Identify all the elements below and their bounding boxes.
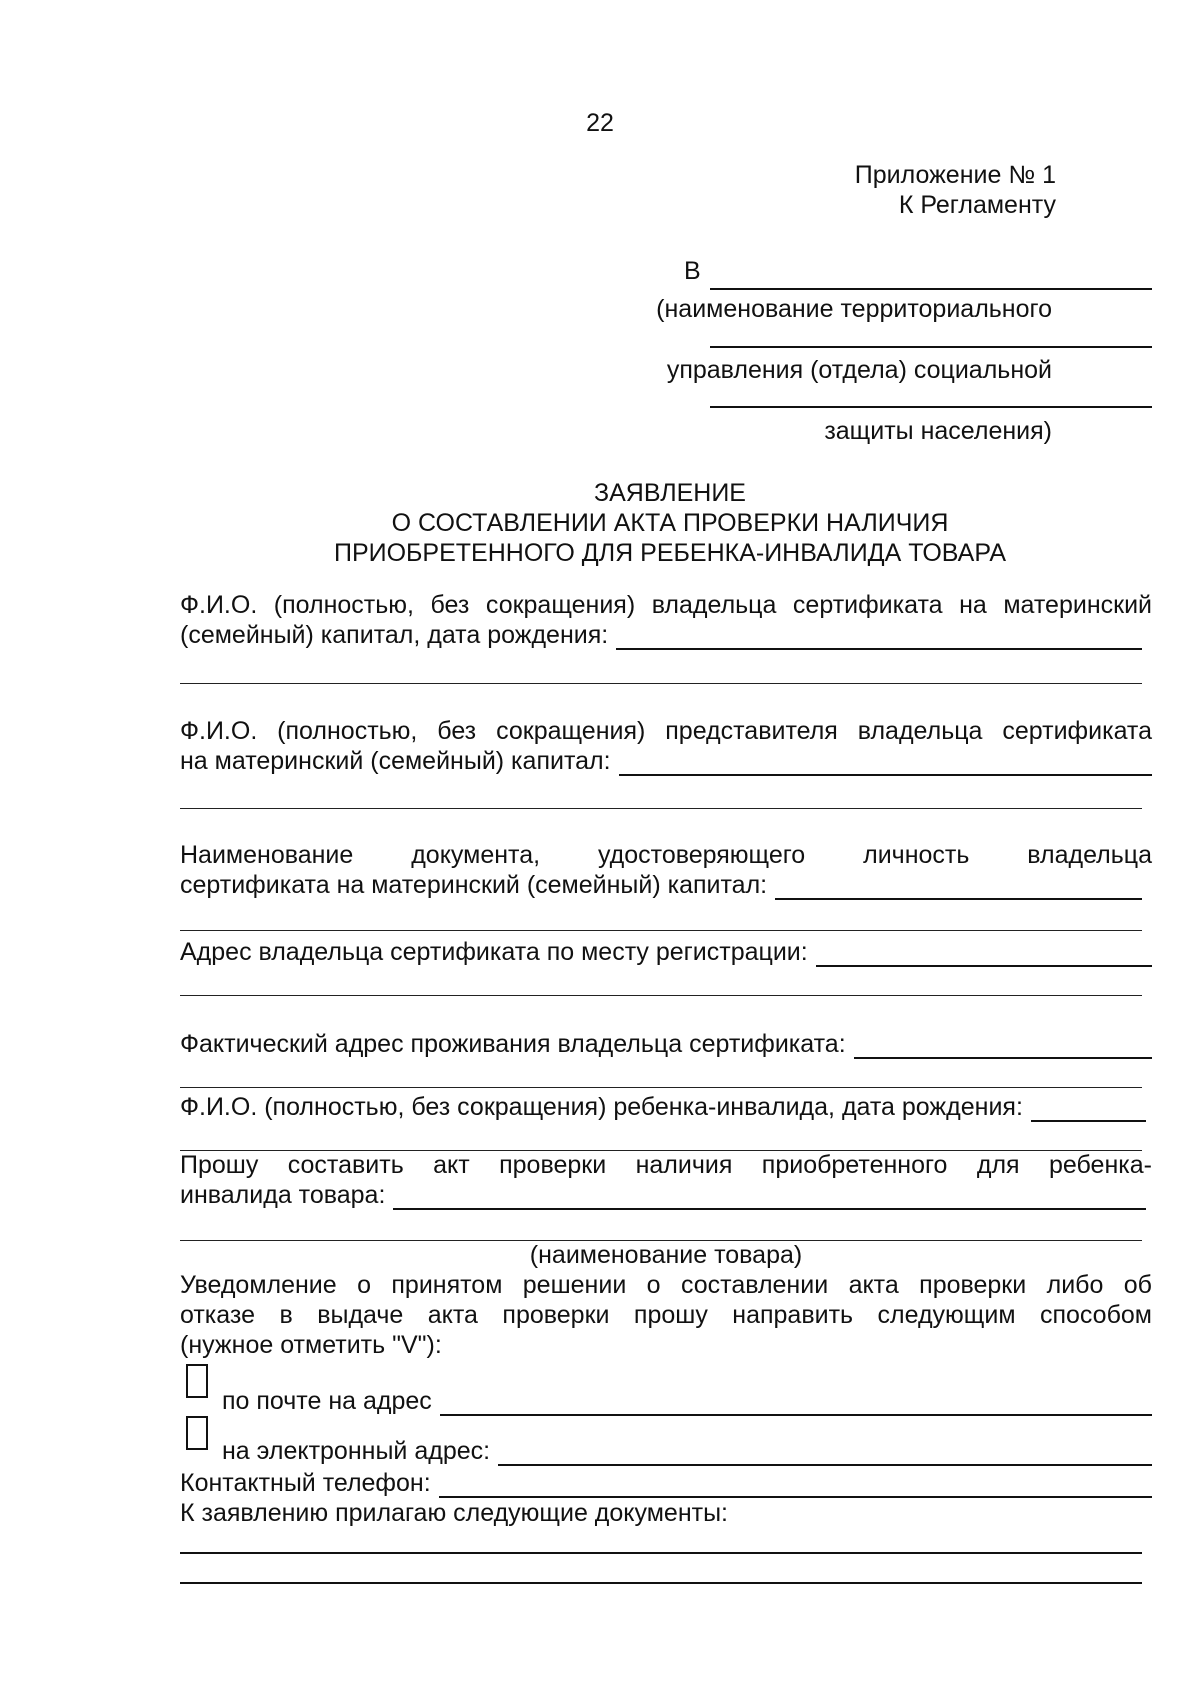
mail-checkbox[interactable] bbox=[186, 1364, 208, 1398]
owner-label-1: Ф.И.О. (полностью, без сокращения) владельца сертификата на материнский bbox=[180, 591, 1152, 619]
child-label: Ф.И.О. (полностью, без сокращения) ребенка-инвалида, дата рождения: bbox=[180, 1093, 1023, 1121]
id-document-input-line-2[interactable] bbox=[180, 930, 1142, 931]
registration-address-input[interactable] bbox=[816, 943, 1152, 967]
addressee-prefix: В bbox=[684, 257, 701, 285]
phone-label: Контактный телефон: bbox=[180, 1469, 431, 1497]
owner-input-line-2[interactable] bbox=[180, 683, 1142, 684]
owner-label-2: (семейный) капитал, дата рождения: bbox=[180, 621, 609, 649]
notify-label-1: Уведомление о принятом решении о составлении акта проверки либо об bbox=[180, 1271, 1152, 1299]
goods-caption: (наименование товара) bbox=[529, 1241, 803, 1269]
child-input[interactable] bbox=[1031, 1098, 1146, 1122]
appendix-line-2: К Регламенту bbox=[898, 191, 1056, 219]
page-number: 22 bbox=[586, 109, 614, 137]
document-subtitle-1: О СОСТАВЛЕНИИ АКТА ПРОВЕРКИ НАЛИЧИЯ bbox=[391, 509, 949, 537]
appendix-line-1: Приложение № 1 bbox=[854, 161, 1056, 189]
registration-address-input-line-2[interactable] bbox=[180, 995, 1142, 996]
addressee-input-line-3[interactable] bbox=[710, 406, 1152, 408]
goods-input[interactable] bbox=[393, 1186, 1146, 1210]
notify-label-2: отказе в выдаче акта проверки прошу направить следующим способом bbox=[180, 1301, 1152, 1329]
request-label-2: инвалида товара: bbox=[180, 1181, 386, 1209]
email-option-label: на электронный адрес: bbox=[222, 1437, 491, 1465]
representative-input-line-2[interactable] bbox=[180, 808, 1142, 809]
addressee-caption-3: защиты населения) bbox=[824, 417, 1052, 445]
attachments-label: К заявлению прилагаю следующие документы: bbox=[180, 1499, 728, 1527]
addressee-caption-2: управления (отдела) социальной bbox=[666, 356, 1052, 384]
representative-input[interactable] bbox=[619, 752, 1152, 776]
attachments-input-line-1[interactable] bbox=[180, 1552, 1142, 1554]
attachments-input-line-2[interactable] bbox=[180, 1582, 1142, 1584]
email-address-input[interactable] bbox=[498, 1442, 1152, 1466]
document-subtitle-2: ПРИОБРЕТЕННОГО ДЛЯ РЕБЕНКА-ИНВАЛИДА ТОВАРА bbox=[333, 539, 1007, 567]
representative-label-2: на материнский (семейный) капитал: bbox=[180, 747, 611, 775]
registration-address-label: Адрес владельца сертификата по месту регистрации: bbox=[180, 938, 808, 966]
notify-label-3: (нужное отметить "V"): bbox=[180, 1331, 442, 1359]
id-document-label-1: Наименование документа, удостоверяющего личность владельца bbox=[180, 841, 1152, 869]
addressee-caption-1: (наименование территориального bbox=[656, 295, 1052, 323]
mail-option-label: по почте на адрес bbox=[222, 1387, 432, 1415]
representative-label-1: Ф.И.О. (полностью, без сокращения) представителя владельца сертификата bbox=[180, 717, 1152, 745]
actual-address-input[interactable] bbox=[854, 1035, 1152, 1059]
id-document-label-2: сертификата на материнский (семейный) капитал: bbox=[180, 871, 768, 899]
addressee-input-line-1[interactable] bbox=[710, 288, 1152, 290]
addressee-input-line-2[interactable] bbox=[710, 346, 1152, 348]
request-label-1: Прошу составить акт проверки наличия приобретенного для ребенка- bbox=[180, 1151, 1152, 1179]
actual-address-input-line-2[interactable] bbox=[180, 1087, 1142, 1088]
phone-input[interactable] bbox=[439, 1474, 1152, 1498]
mail-address-input[interactable] bbox=[440, 1392, 1152, 1416]
owner-input[interactable] bbox=[616, 626, 1142, 650]
document-title: ЗАЯВЛЕНИЕ bbox=[593, 479, 746, 507]
id-document-input[interactable] bbox=[775, 876, 1142, 900]
actual-address-label: Фактический адрес проживания владельца сертификата: bbox=[180, 1030, 846, 1058]
email-checkbox[interactable] bbox=[186, 1416, 208, 1450]
